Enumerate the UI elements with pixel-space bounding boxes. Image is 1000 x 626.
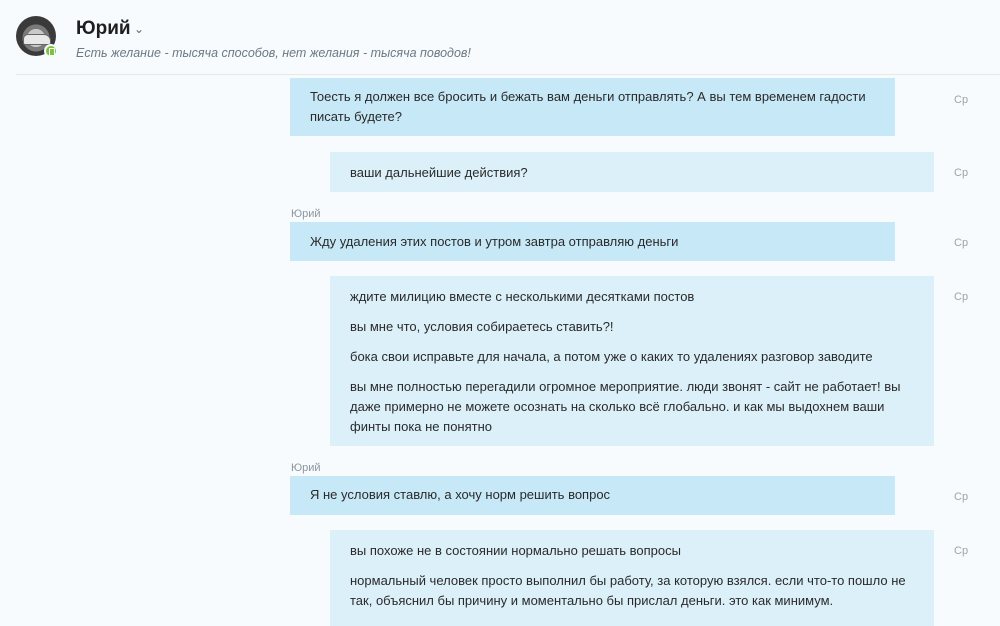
message-text: Тоесть я должен все бросить и бежать вам деньги отправлять? А вы тем временем гадости писать будете? — [310, 89, 866, 124]
header-divider — [16, 74, 1000, 75]
message-line: вы похоже не в состоянии нормально решать вопросы — [350, 543, 681, 558]
message-text: ваши дальнейшие действия? — [350, 165, 528, 180]
sender-name: Юрий — [291, 462, 321, 474]
message-time: Ср — [954, 167, 969, 179]
message-time: Ср — [954, 291, 969, 303]
message-bubble-outgoing[interactable] — [330, 152, 934, 192]
message-time: Ср — [954, 237, 969, 249]
message-time: Ср — [954, 491, 969, 503]
message-bubble-outgoing[interactable] — [330, 276, 934, 446]
message-line: вы мне что, условия собираетесь ставить?! — [350, 319, 614, 334]
message-line: вы мне полностью перегадили огромное мероприятие. люди звонят - сайт не работает! вы даже примерно не можете осознать на сколько всё глобально. и как мы выдохнем ваши финты пока не понятно — [350, 379, 901, 434]
message-bubble-incoming[interactable] — [290, 78, 895, 136]
message-bubble-outgoing[interactable] — [330, 530, 934, 626]
message-line: бока свои исправьте для начала, а потом уже о каких то удалениях разговор заводите — [350, 349, 873, 364]
conversation-header — [0, 0, 1000, 75]
message-bubble-incoming[interactable] — [290, 476, 895, 515]
message-line: нормальный человек просто выполнил бы работу, за которую взялся. если что-то пошло не так, объяснил бы причину и моментально бы прислал деньги. это как минимум. — [350, 573, 906, 608]
message-text: Я не условия ставлю, а хочу норм решить вопрос — [310, 487, 611, 502]
message-text: Жду удаления этих постов и утром завтра отправляю деньги — [310, 234, 679, 249]
online-status-icon — [44, 44, 58, 58]
contact-name[interactable]: Юрий — [76, 18, 131, 39]
message-time: Ср — [954, 94, 969, 106]
message-line: ждите милицию вместе с несколькими десятками постов — [350, 289, 695, 304]
message-bubble-incoming[interactable] — [290, 222, 895, 261]
chevron-down-icon[interactable]: ⌄ — [134, 22, 145, 36]
avatar-image — [23, 34, 51, 45]
sender-name: Юрий — [291, 208, 321, 220]
mood-message: Есть желание - тысяча способов, нет желания - тысяча поводов! — [76, 46, 471, 60]
message-time: Ср — [954, 545, 969, 557]
